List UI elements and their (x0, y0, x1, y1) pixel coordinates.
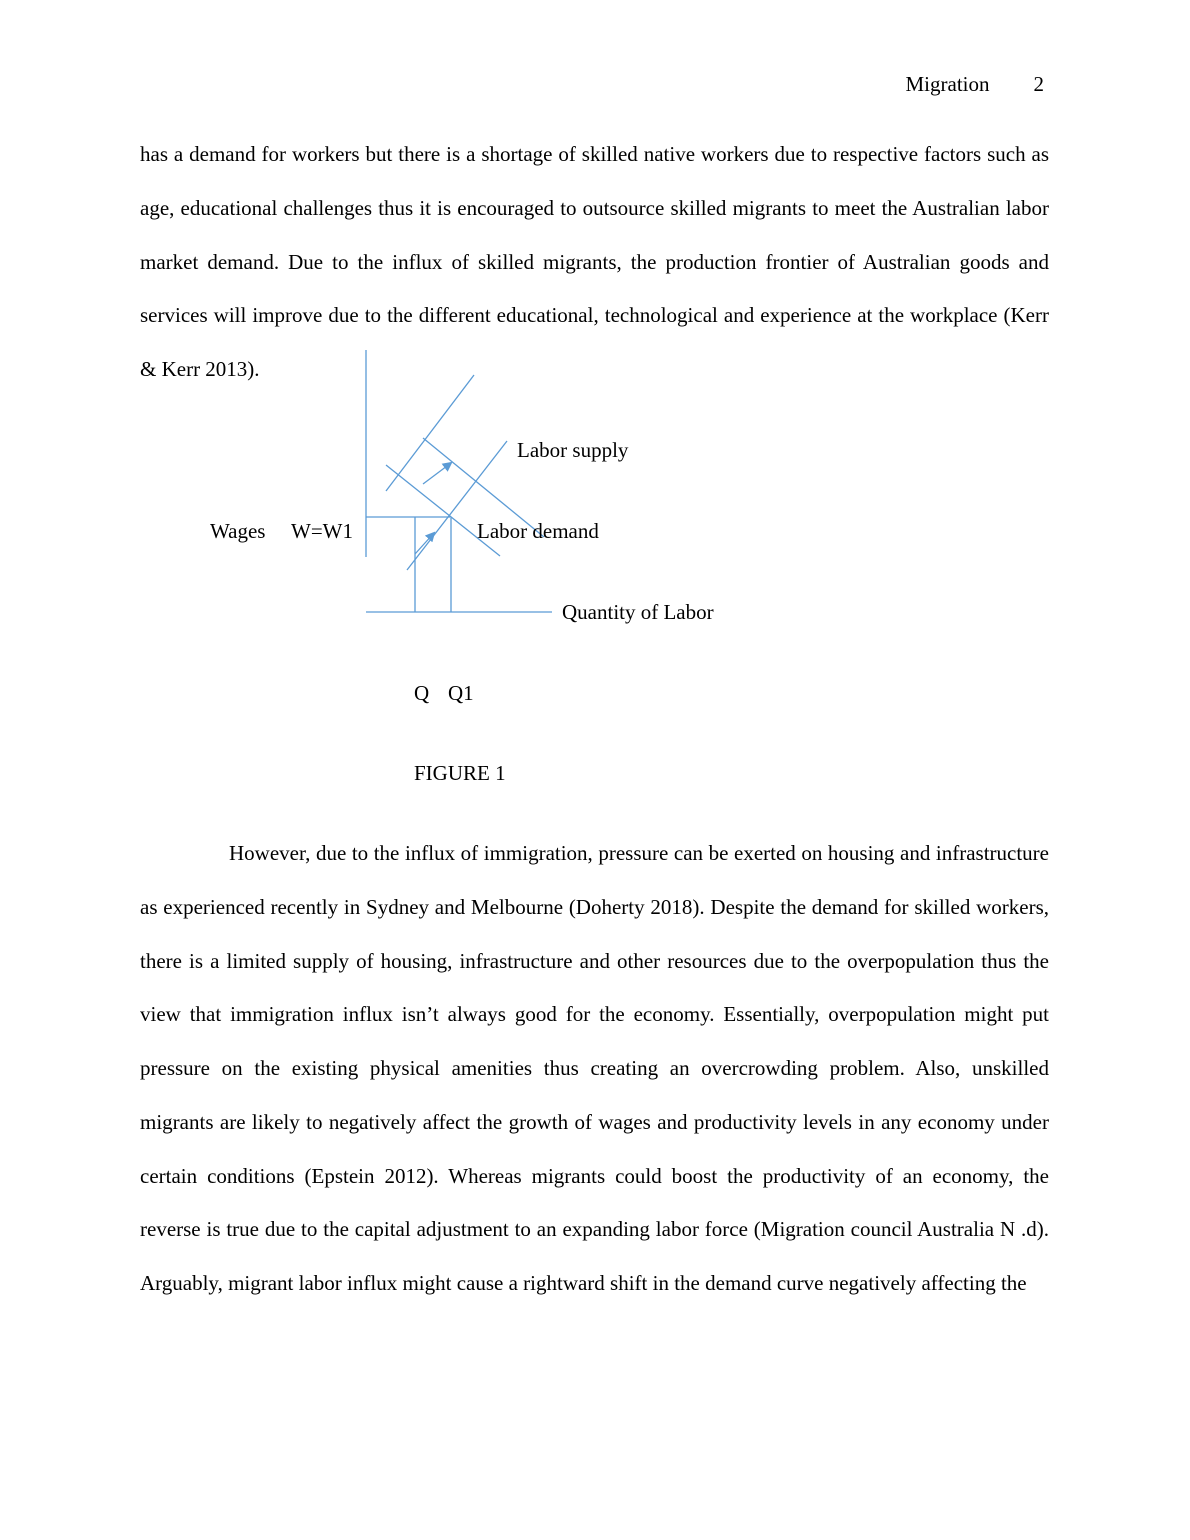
label-q1: Q1 (448, 681, 474, 705)
running-header (906, 70, 1045, 98)
label-q: Q (414, 681, 430, 705)
label-wages: Wages (210, 519, 266, 543)
page-number: 2 (1033, 72, 1044, 96)
label-labor-demand: Labor demand (477, 519, 599, 543)
shift-arrow-lower (415, 533, 434, 554)
shift-arrow-upper (423, 463, 451, 484)
labor-supply-curve (407, 441, 507, 570)
paragraph-2-text: However, due to the influx of immigration, pressure can be exerted on housing and infrastructure as experienced recently in Sydney and Melbourne (Doherty 2018). Despite the demand for skilled workers, there is a limited supply of housing, infrastructure and other resources due to the overpopulation thus the view that immigration influx isn’t always good for the economy. Essentially, overpopulation might put pressure on the existing physical amenities thus creating an overcrowding problem. Also, unskilled migrants are likely to negatively affect the growth of wages and productivity levels in any economy under certain conditions (Epstein 2012). Whereas migrants could boost the productivity of an economy, the reverse is true due to the capital adjustment to an expanding labor force (Migration council Australia N .d). Arguably, migrant labor influx might cause a rightward shift in the demand curve negatively affecting the (140, 841, 1049, 1295)
figure-caption: FIGURE 1 (414, 761, 506, 785)
label-labor-supply: Labor supply (517, 438, 629, 462)
paragraph-1: has a demand for workers but there is a shortage of skilled native workers due to respective factors such as age, educational challenges thus it is encouraged to outsource skilled migrants to meet the Australian labor market demand. Due to the influx of skilled migrants, the production frontier of Australian goods and services will improve due to the different educational, technological and experience at the workplace (Kerr & Kerr 2013). (140, 142, 1049, 381)
label-quantity-of-labor: Quantity of Labor (562, 600, 714, 624)
header-title: Migration (905, 72, 990, 96)
label-wage-level: W=W1 (291, 519, 353, 543)
paragraph-2 (140, 827, 1049, 1311)
